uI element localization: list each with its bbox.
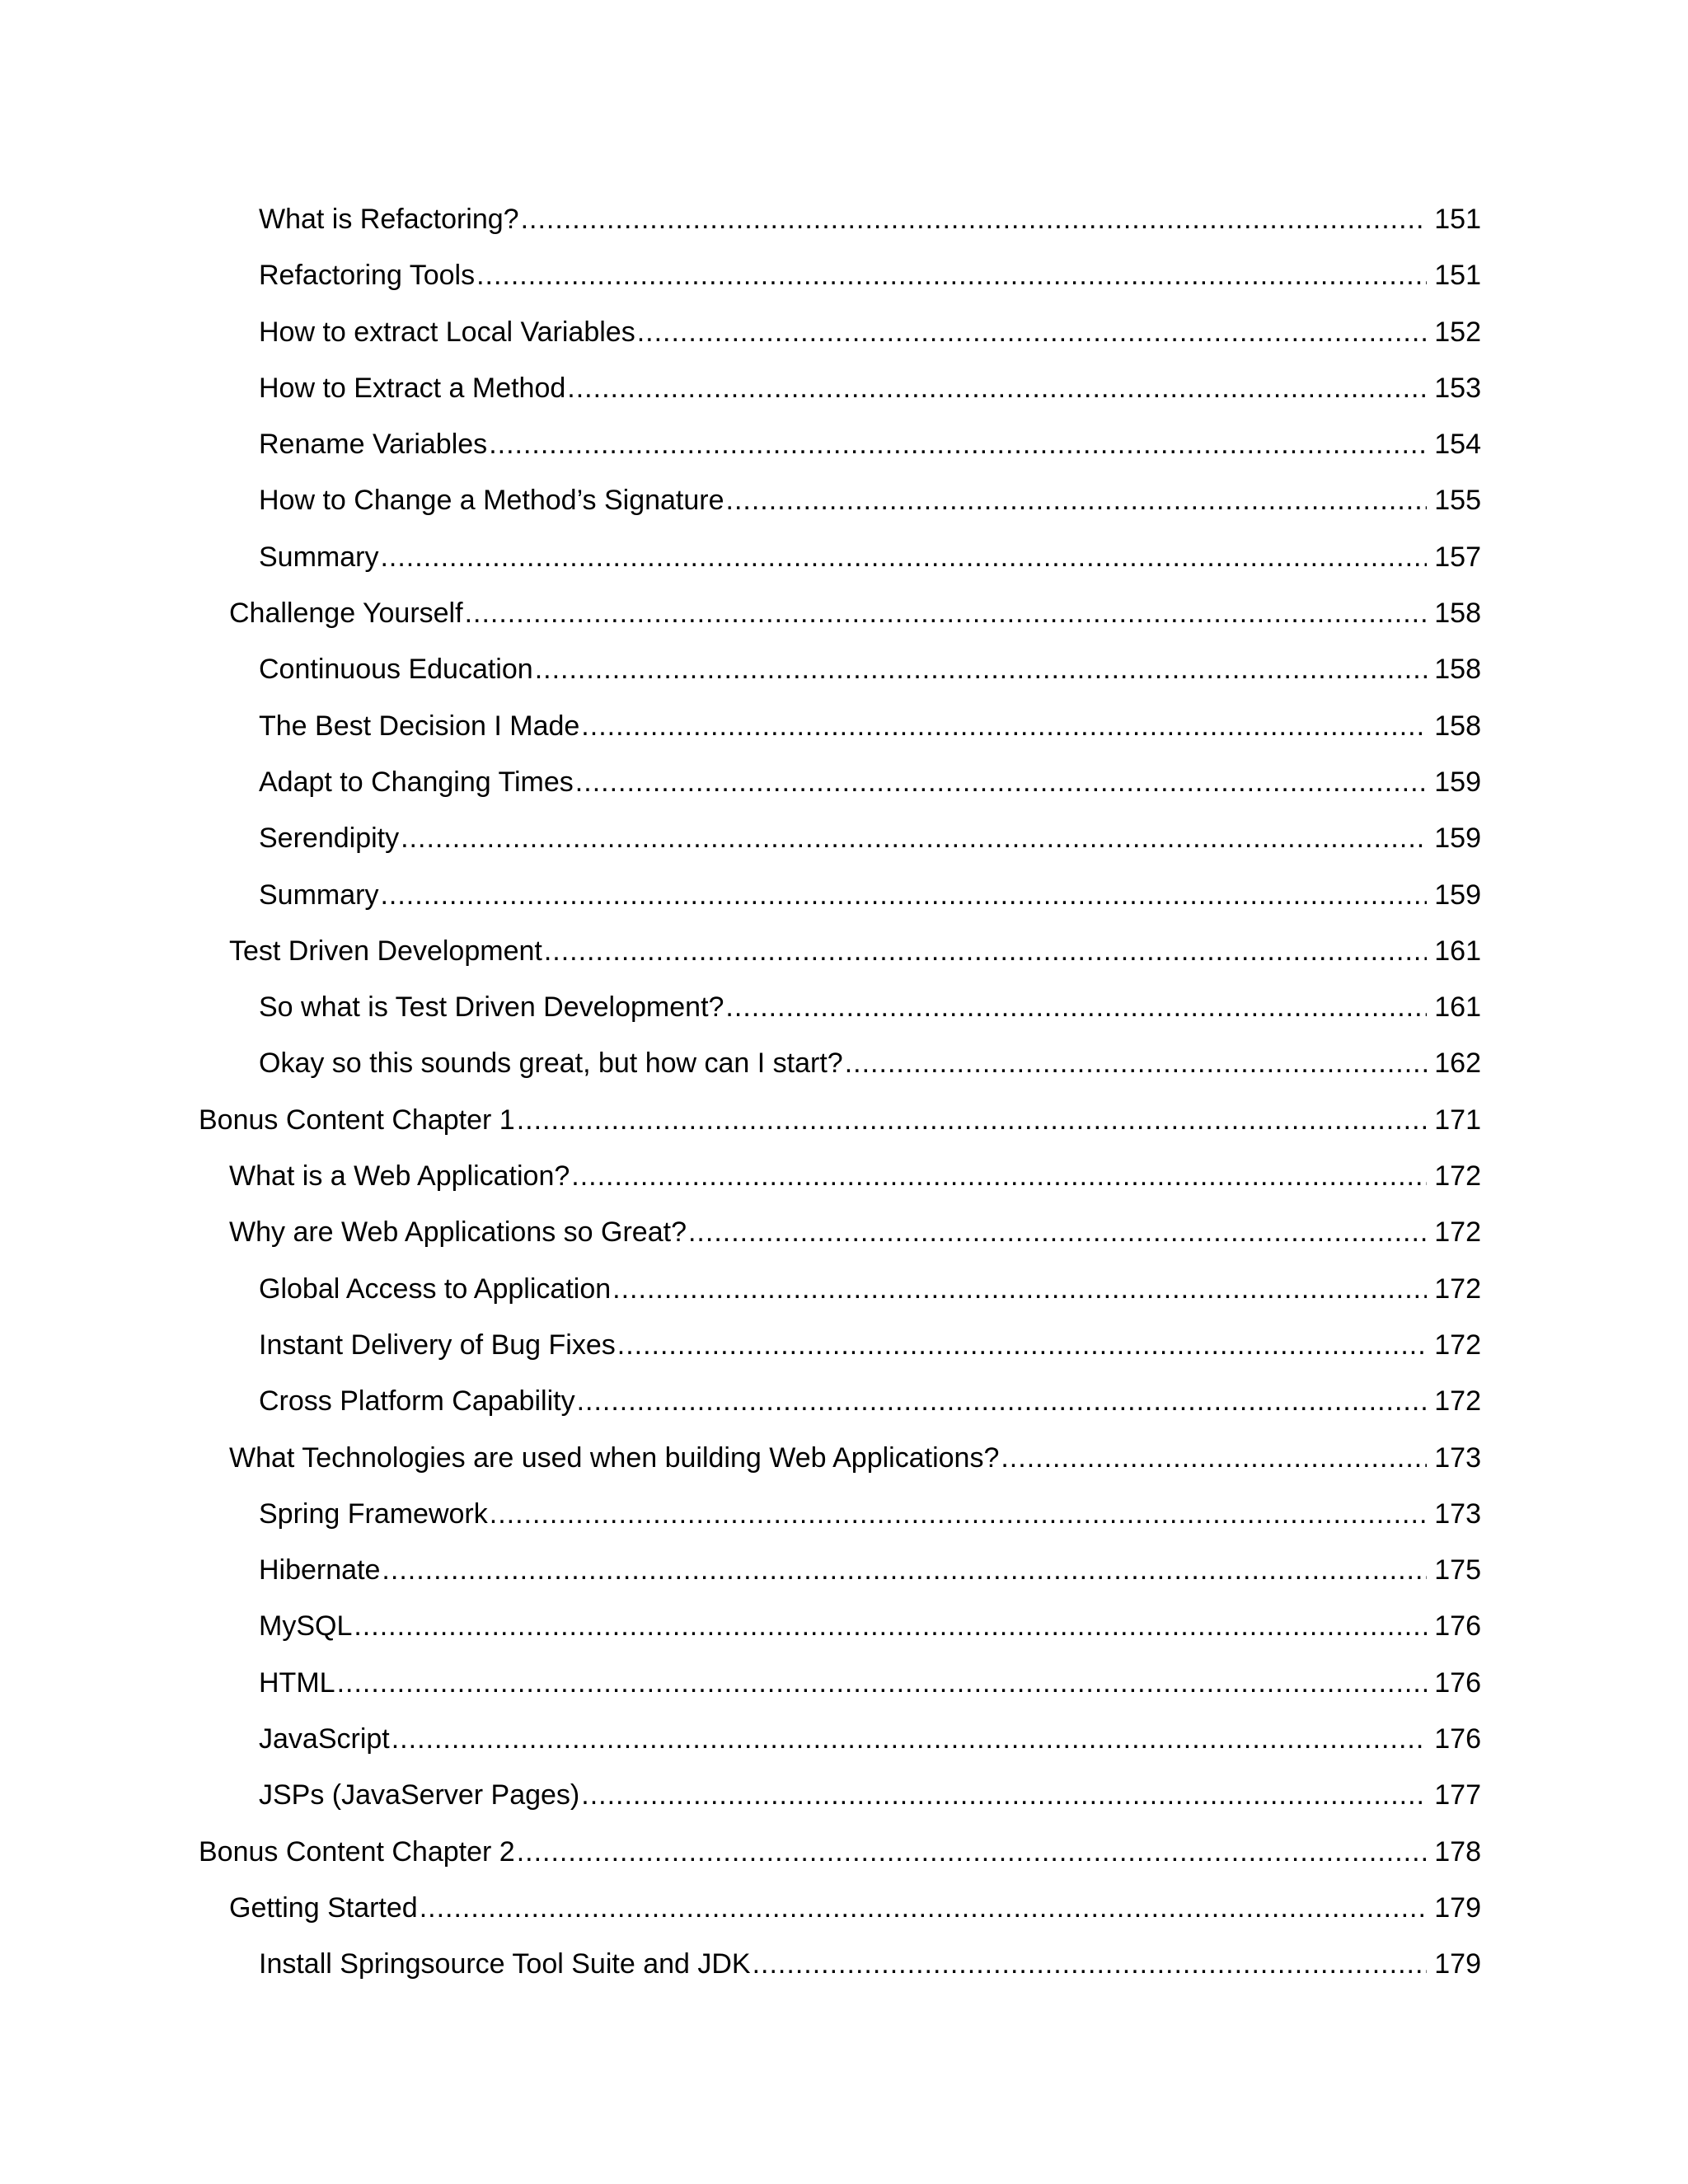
toc-entry-page-number: 151 [1434, 204, 1481, 235]
toc-entry-title: The Best Decision I Made [259, 710, 580, 742]
toc-entry-title: Install Springsource Tool Suite and JDK [259, 1948, 751, 1980]
dot-leader [382, 1542, 1427, 1598]
toc-entry[interactable] [0, 1598, 1688, 1654]
dot-leader [725, 979, 1427, 1035]
toc-entry-page-number: 172 [1434, 1272, 1481, 1305]
toc-entry-title: Challenge Yourself [229, 598, 463, 630]
toc-entry[interactable] [0, 529, 1688, 585]
toc-entry[interactable] [0, 1317, 1688, 1373]
toc-entry-page-number: 172 [1434, 1385, 1481, 1418]
dot-leader [753, 1936, 1427, 1992]
toc-entry[interactable] [0, 810, 1688, 866]
toc-entry-page-number: 173 [1434, 1497, 1481, 1530]
toc-entry-title: Hibernate [259, 1554, 381, 1586]
toc-entry-title: Spring Framework [259, 1497, 488, 1530]
toc-entry[interactable] [0, 923, 1688, 979]
dot-leader [612, 1261, 1427, 1317]
toc-entry-title: MySQL [259, 1610, 353, 1643]
dot-leader [476, 247, 1427, 303]
toc-entry-title: How to extract Local Variables [259, 316, 635, 348]
toc-entry-title: JavaScript [259, 1723, 390, 1755]
toc-entry[interactable] [0, 360, 1688, 416]
toc-entry-page-number: 158 [1434, 598, 1481, 630]
dot-leader [521, 191, 1427, 247]
toc-entry-page-number: 161 [1434, 935, 1481, 967]
toc-entry-page-number: 172 [1434, 1329, 1481, 1361]
toc-entry[interactable] [0, 1824, 1688, 1880]
toc-entry[interactable] [0, 641, 1688, 697]
dot-leader [845, 1035, 1427, 1091]
toc-entry[interactable] [0, 1486, 1688, 1542]
toc-entry-title: JSPs (JavaServer Pages) [259, 1779, 580, 1811]
toc-entry-page-number: 176 [1434, 1610, 1481, 1643]
dot-leader [544, 923, 1427, 979]
dot-leader [1001, 1430, 1427, 1486]
toc-entry-page-number: 176 [1434, 1723, 1481, 1755]
toc-entry-title: Summary [259, 879, 379, 911]
toc-entry-title: Adapt to Changing Times [259, 766, 574, 798]
dot-leader [517, 1092, 1427, 1148]
toc-entry-page-number: 171 [1434, 1104, 1481, 1136]
dot-leader [535, 641, 1427, 697]
toc-entry-title: Bonus Content Chapter 1 [199, 1104, 515, 1136]
toc-entry-page-number: 154 [1434, 429, 1481, 461]
toc-entry[interactable] [0, 585, 1688, 641]
dot-leader [726, 472, 1427, 528]
toc-entry-title: What is a Web Application? [229, 1160, 570, 1193]
toc-entry-page-number: 175 [1434, 1554, 1481, 1586]
toc-entry-page-number: 179 [1434, 1891, 1481, 1924]
toc-entry-title: Continuous Education [259, 654, 533, 686]
toc-entry[interactable] [0, 1880, 1688, 1936]
toc-entry[interactable] [0, 416, 1688, 472]
toc-entry-page-number: 178 [1434, 1835, 1481, 1868]
dot-leader [392, 1711, 1427, 1767]
toc-entry[interactable] [0, 698, 1688, 754]
toc-entry[interactable] [0, 1261, 1688, 1317]
toc-entry[interactable] [0, 1035, 1688, 1091]
dot-leader [517, 1824, 1427, 1880]
toc-entry-page-number: 155 [1434, 485, 1481, 517]
dot-leader [581, 698, 1427, 754]
toc-entry-page-number: 176 [1434, 1666, 1481, 1699]
dot-leader [465, 585, 1427, 641]
toc-entry-page-number: 159 [1434, 766, 1481, 798]
toc-entry[interactable] [0, 1767, 1688, 1823]
dot-leader [380, 867, 1427, 923]
dot-leader [575, 754, 1427, 810]
toc-entry-page-number: 152 [1434, 316, 1481, 348]
toc-entry-title: Summary [259, 541, 379, 573]
toc-entry-title: Why are Web Applications so Great? [229, 1216, 687, 1249]
toc-entry-title: Cross Platform Capability [259, 1385, 575, 1418]
dot-leader [571, 1148, 1427, 1204]
toc-entry[interactable] [0, 472, 1688, 528]
toc-entry[interactable] [0, 1430, 1688, 1486]
dot-leader [567, 360, 1427, 416]
dot-leader [380, 529, 1427, 585]
toc-entry[interactable] [0, 1936, 1688, 1992]
toc-entry-title: How to Extract a Method [259, 372, 566, 404]
toc-entry[interactable] [0, 191, 1688, 247]
toc-entry-page-number: 159 [1434, 823, 1481, 855]
toc-entry[interactable] [0, 1373, 1688, 1429]
toc-entry-page-number: 153 [1434, 372, 1481, 404]
toc-entry-title: What is Refactoring? [259, 204, 519, 235]
toc-entry-title: So what is Test Driven Development? [259, 991, 724, 1024]
toc-entry-title: Bonus Content Chapter 2 [199, 1835, 515, 1868]
toc-entry-page-number: 159 [1434, 879, 1481, 911]
toc-entry[interactable] [0, 1204, 1688, 1260]
toc-entry-page-number: 158 [1434, 710, 1481, 742]
toc-entry-title: What Technologies are used when building Web Applications? [229, 1441, 1000, 1474]
toc-entry-page-number: 177 [1434, 1779, 1481, 1811]
dot-leader [489, 416, 1427, 472]
dot-leader [577, 1373, 1427, 1429]
toc-entry-page-number: 157 [1434, 541, 1481, 573]
toc-entry-page-number: 161 [1434, 991, 1481, 1024]
toc-entry[interactable] [0, 304, 1688, 360]
dot-leader [420, 1880, 1427, 1936]
toc-entry-title: HTML [259, 1666, 335, 1699]
toc-entry[interactable] [0, 1711, 1688, 1767]
table-of-contents [0, 191, 1688, 1993]
toc-entry-title: How to Change a Method’s Signature [259, 485, 724, 517]
toc-entry[interactable] [0, 1542, 1688, 1598]
toc-entry-page-number: 173 [1434, 1441, 1481, 1474]
toc-entry-page-number: 151 [1434, 260, 1481, 292]
toc-entry[interactable] [0, 1148, 1688, 1204]
dot-leader [617, 1317, 1427, 1373]
toc-entry-page-number: 158 [1434, 654, 1481, 686]
toc-entry-title: Instant Delivery of Bug Fixes [259, 1329, 616, 1361]
dot-leader [490, 1486, 1427, 1542]
toc-entry[interactable] [0, 247, 1688, 303]
toc-entry-title: Global Access to Application [259, 1272, 612, 1305]
toc-entry[interactable] [0, 979, 1688, 1035]
toc-entry-title: Okay so this sounds great, but how can I start? [259, 1047, 843, 1080]
toc-entry[interactable] [0, 1092, 1688, 1148]
dot-leader [354, 1598, 1427, 1654]
dot-leader [637, 304, 1427, 360]
toc-entry[interactable] [0, 867, 1688, 923]
dot-leader [688, 1204, 1427, 1260]
dot-leader [337, 1655, 1427, 1711]
toc-entry-title: Rename Variables [259, 429, 488, 461]
toc-entry-page-number: 172 [1434, 1160, 1481, 1193]
toc-entry-title: Serendipity [259, 823, 400, 855]
toc-entry-page-number: 179 [1434, 1948, 1481, 1980]
toc-entry-title: Test Driven Development [229, 935, 542, 967]
toc-entry[interactable] [0, 1655, 1688, 1711]
toc-entry-page-number: 172 [1434, 1216, 1481, 1249]
toc-entry[interactable] [0, 754, 1688, 810]
toc-entry-title: Getting Started [229, 1891, 418, 1924]
dot-leader [401, 810, 1427, 866]
toc-entry-title: Refactoring Tools [259, 260, 476, 292]
dot-leader [581, 1767, 1427, 1823]
toc-entry-page-number: 162 [1434, 1047, 1481, 1080]
